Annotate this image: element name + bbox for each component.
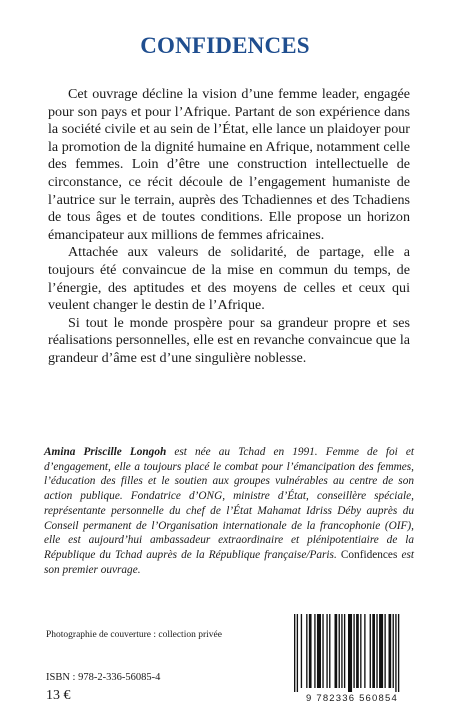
price: 13 €: [46, 688, 71, 703]
barcode-bars: [290, 614, 414, 692]
book-title: CONFIDENCES: [140, 33, 310, 58]
barcode-bar: [372, 614, 375, 688]
summary-paragraph: Cet ouvrage décline la vision d’une femme leader, engagée pour son pays et pour l’Afrique. Partant de son expérience dans la société civile et au sein de l’État, elle lance un plaidoyer pour la promotion de la dignité humaine en Afrique, notamment celle des femmes. Loin d’être une construction intellectuelle de circonstance, ce récit découle de l’engagement humaniste de l’autrice sur le terrain, auprès des Tchadiennes et des Tchadiens de tous âges et de toutes conditions. Elle propose un horizon émancipateur aux millions de femmes africaines.: [48, 86, 410, 243]
isbn: ISBN : 978-2-336-56085-4: [46, 672, 161, 683]
author-name: Amina Priscille Longoh: [44, 446, 167, 458]
photo-credit: Photographie de couverture : collection privée: [46, 630, 222, 640]
barcode-bar: [393, 614, 394, 688]
barcode-bar: [370, 614, 371, 688]
summary-paragraph: Attachée aux valeurs de solidarité, de partage, elle a toujours été convaincue de la mise en commun du temps, de l’énergie, des aptitudes et des moyens de celles et ceux qui veulent changer le destin de l’Afrique.: [48, 244, 410, 314]
barcode-bar: [398, 614, 399, 692]
barcode-bar: [376, 614, 377, 688]
barcode-bar: [326, 614, 327, 688]
barcode-bar: [306, 614, 307, 688]
barcode-bar: [389, 614, 392, 688]
barcode: [290, 614, 414, 704]
barcode-bar: [297, 614, 298, 692]
barcode-bar: [322, 614, 323, 688]
barcode-bar: [364, 614, 365, 688]
barcode-bar: [356, 614, 359, 688]
bio-book-title: Confidences: [340, 548, 398, 561]
barcode-bar: [314, 614, 315, 688]
barcode-bar: [317, 614, 321, 688]
barcode-bar: [309, 614, 312, 688]
barcode-bar: [395, 614, 396, 692]
barcode-bar: [294, 614, 295, 692]
barcode-bar: [339, 614, 340, 688]
back-cover-summary: [48, 86, 410, 368]
barcode-bar: [341, 614, 342, 688]
bio-text: est née au Tchad en 1991. Femme de foi et d’engagement, elle a toujours placé le combat pour l’émancipation des femmes, l’éducation des filles et le soutien aux groupes vulnérables au centre de son action publique. Fondatrice d’ONG, ministre d’État, conseillère spéciale, représentante personnelle du chef de l’État Mahamat Idriss Déby auprès du Conseil permanent de l’Organisation internationale de la francophonie (OIF), elle est aujourd’hui ambassadeur extraordinaire et plénipotentiaire de la République du Tchad auprès de la République française/Paris.: [44, 446, 414, 561]
barcode-bar: [301, 614, 302, 688]
barcode-bar: [335, 614, 338, 688]
author-bio: [44, 445, 414, 577]
barcode-bar: [353, 614, 354, 688]
barcode-bar: [384, 614, 385, 688]
barcode-bar: [348, 614, 352, 692]
bio-text-end: est son premier ouvrage.: [44, 548, 414, 576]
barcode-bar: [329, 614, 330, 688]
barcode-bar: [360, 614, 361, 688]
barcode-digits: 9 782336 560854: [306, 693, 398, 704]
barcode-bar: [379, 614, 383, 688]
summary-paragraph: Si tout le monde prospère pour sa grandeur propre et ses réalisations personnelles, elle est en revanche convaincue que la grandeur d’âme est d’une singulière noblesse.: [48, 314, 410, 366]
barcode-bar: [344, 614, 345, 688]
